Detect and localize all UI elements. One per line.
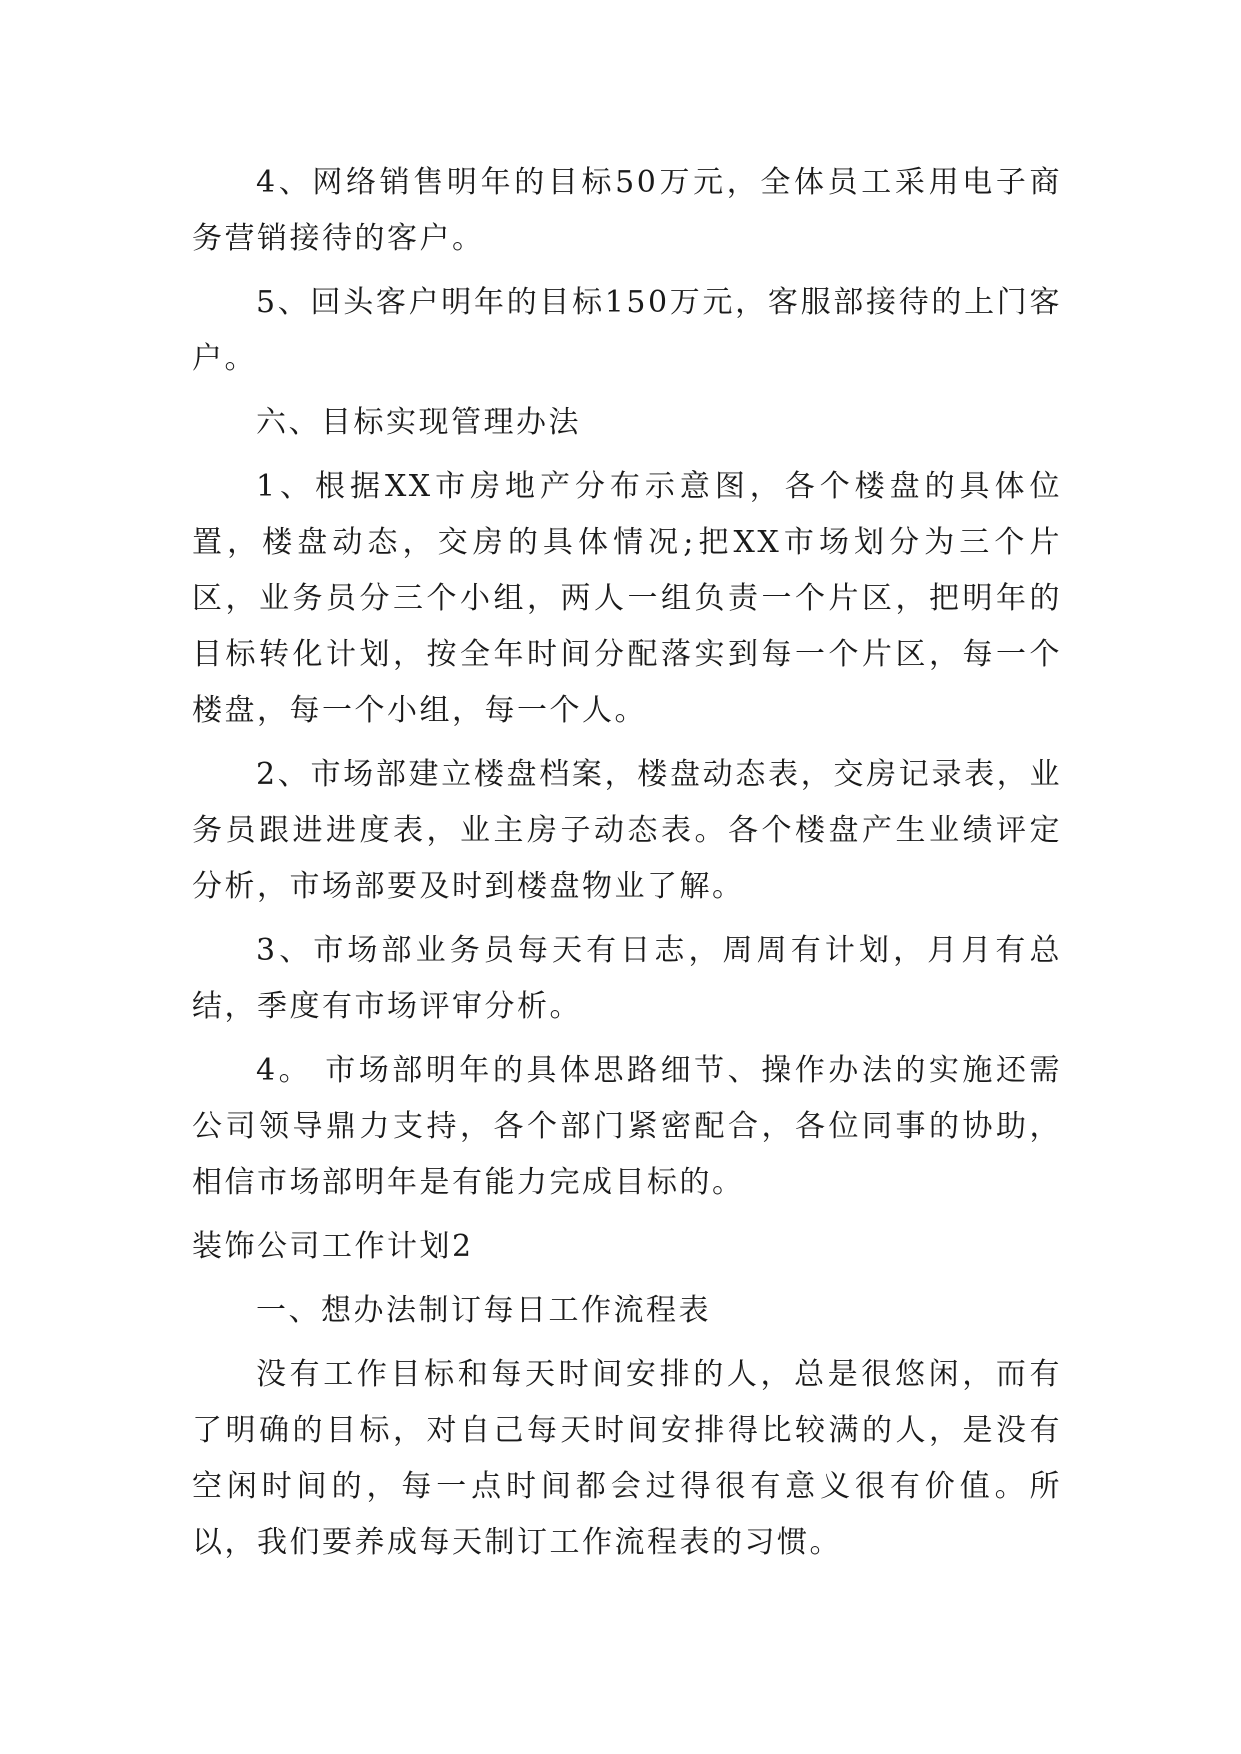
paragraph-time-management: 没有工作目标和每天时间安排的人，总是很悠闲，而有了明确的目标，对自己每天时间安排得比较满的人，是没有空闲时间的，每一点时间都会过得很有意义很有价值。所以，我们要养成每天制订工作流程表的习惯。 [192, 1357, 1062, 1560]
paragraph-daily-logs: 3、市场部业务员每天有日志，周周有计划，月月有总结，季度有市场评审分析。 [192, 933, 1062, 1024]
paragraph-online-sales-target: 4、网络销售明年的目标50万元，全体员工采用电子商务营销接待的客户。 [192, 165, 1062, 256]
paragraph-property-files: 2、市场部建立楼盘档案，楼盘动态表，交房记录表，业务员跟进进度表，业主房子动态表。各个楼盘产生业绩评定分析，市场部要及时到楼盘物业了解。 [192, 757, 1062, 904]
paragraph-leadership-support: 4。 市场部明年的具体思路细节、操作办法的实施还需公司领导鼎力支持，各个部门紧密配合，各位同事的协助，相信市场部明年是有能力完成目标的。 [192, 1053, 1062, 1200]
section-heading-daily-workflow: 一、想办法制订每日工作流程表 [256, 1293, 711, 1328]
document-body [192, 155, 1062, 1579]
paragraph-district-division: 1、根据XX市房地产分布示意图，各个楼盘的具体位置，楼盘动态，交房的具体情况;把XX市场划分为三个片区，业务员分三个小组，两人一组负责一个片区，把明年的目标转化计划，按全年时间分配落实到每一个片区，每一个楼盘，每一个小组，每一个人。 [192, 469, 1062, 728]
section-heading-target-management: 六、目标实现管理办法 [256, 405, 581, 440]
paragraph-returning-customers-target: 5、回头客户明年的目标150万元，客服部接待的上门客户。 [192, 285, 1062, 376]
document-title-plan-2: 装饰公司工作计划2 [192, 1229, 474, 1264]
